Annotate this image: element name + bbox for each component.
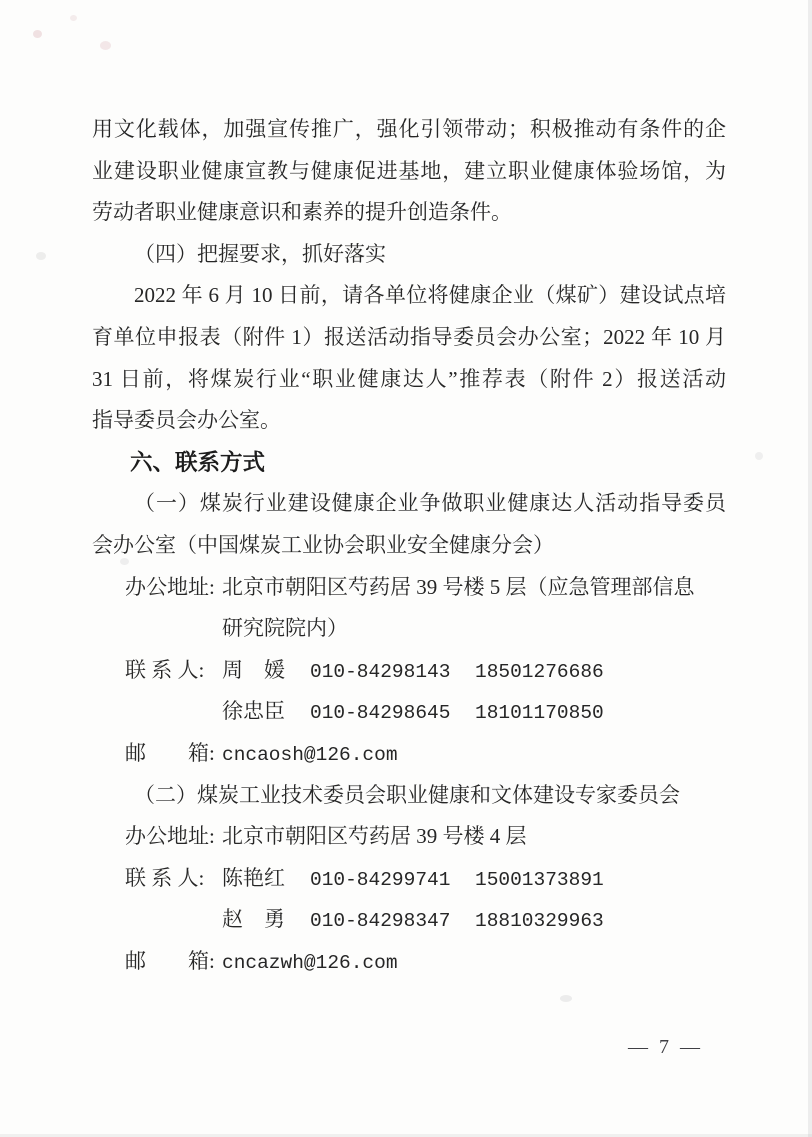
address-label: 办公地址: <box>125 574 215 599</box>
contact1-person-row <box>92 691 726 733</box>
contact1-address-continuation <box>92 608 726 650</box>
contact-person-name: 周 媛 <box>222 657 285 682</box>
contact-person-label: 联 系 人: <box>125 657 205 682</box>
contact-person-label: 联 系 人: <box>125 865 205 890</box>
body-line: 31 日前，将煤炭行业“职业健康达人”推荐表（附件 2）报送活动 <box>92 366 726 391</box>
phone-number: 010-84299741 <box>310 868 451 891</box>
contact1-title-line: 会办公室（中国煤炭工业协会职业安全健康分会） <box>92 532 554 557</box>
scan-artifact <box>70 15 77 21</box>
mobile-number: 15001373891 <box>475 868 604 891</box>
contact-person-name: 赵 勇 <box>222 907 285 932</box>
mobile-number: 18501276686 <box>475 660 604 683</box>
contact1-title-line: （一）煤炭行业建设健康企业争做职业健康达人活动指导委员 <box>134 491 726 516</box>
body-line: 用文化载体，加强宣传推广，强化引领带动；积极推动有条件的企 <box>92 117 726 141</box>
body-line: 指导委员会办公室。 <box>92 408 281 433</box>
email-label: 邮 箱: <box>125 948 215 973</box>
body-line: 劳动者职业健康意识和素养的提升创造条件。 <box>92 200 512 225</box>
body-line: 2022 年 6 月 10 日前，请各单位将健康企业（煤矿）建设试点培 <box>134 283 726 308</box>
contact1-address-row <box>92 567 726 609</box>
address-text: 北京市朝阳区芍药居 39 号楼 4 层 <box>222 824 527 849</box>
section-heading-contact: 六、联系方式 <box>130 449 266 475</box>
contact-person-name: 陈艳红 <box>222 865 285 890</box>
contact2-person-row <box>92 858 726 900</box>
document-body <box>92 109 726 982</box>
address-text: 北京市朝阳区芍药居 39 号楼 5 层（应急管理部信息 <box>222 574 695 599</box>
contact1-person-row <box>92 650 726 692</box>
email-label: 邮 箱: <box>125 740 215 765</box>
email-address: cncazwh@126.com <box>222 951 398 974</box>
scan-artifact <box>560 995 572 1002</box>
contact2-title-line: （二）煤炭工业技术委员会职业健康和文体建设专家委员会 <box>134 782 680 807</box>
scan-artifact <box>100 41 111 50</box>
page-number: — 7 — <box>628 1036 703 1058</box>
contact1-email-row <box>92 733 726 775</box>
scan-artifact <box>33 30 42 38</box>
scan-edge-shadow <box>808 0 812 1137</box>
email-address: cncaosh@126.com <box>222 743 398 766</box>
contact2-address-row <box>92 816 726 858</box>
phone-number: 010-84298347 <box>310 910 451 933</box>
contact2-person-row <box>92 899 726 941</box>
phone-number: 010-84298143 <box>310 660 451 683</box>
address-text: 研究院院内） <box>222 616 348 641</box>
subheading-item4: （四）把握要求，抓好落实 <box>134 241 386 266</box>
address-label: 办公地址: <box>125 824 215 849</box>
body-line: 育单位申报表（附件 1）报送活动指导委员会办公室；2022 年 10 月 <box>92 324 726 349</box>
mobile-number: 18101170850 <box>475 702 604 725</box>
mobile-number: 18810329963 <box>475 910 604 933</box>
scan-artifact <box>755 452 763 460</box>
body-line: 业建设职业健康宣教与健康促进基地，建立职业健康体验场馆，为 <box>92 158 726 183</box>
contact-person-name: 徐忠臣 <box>222 699 285 724</box>
scan-artifact <box>36 252 46 260</box>
contact2-email-row <box>92 941 726 983</box>
phone-number: 010-84298645 <box>310 702 451 725</box>
